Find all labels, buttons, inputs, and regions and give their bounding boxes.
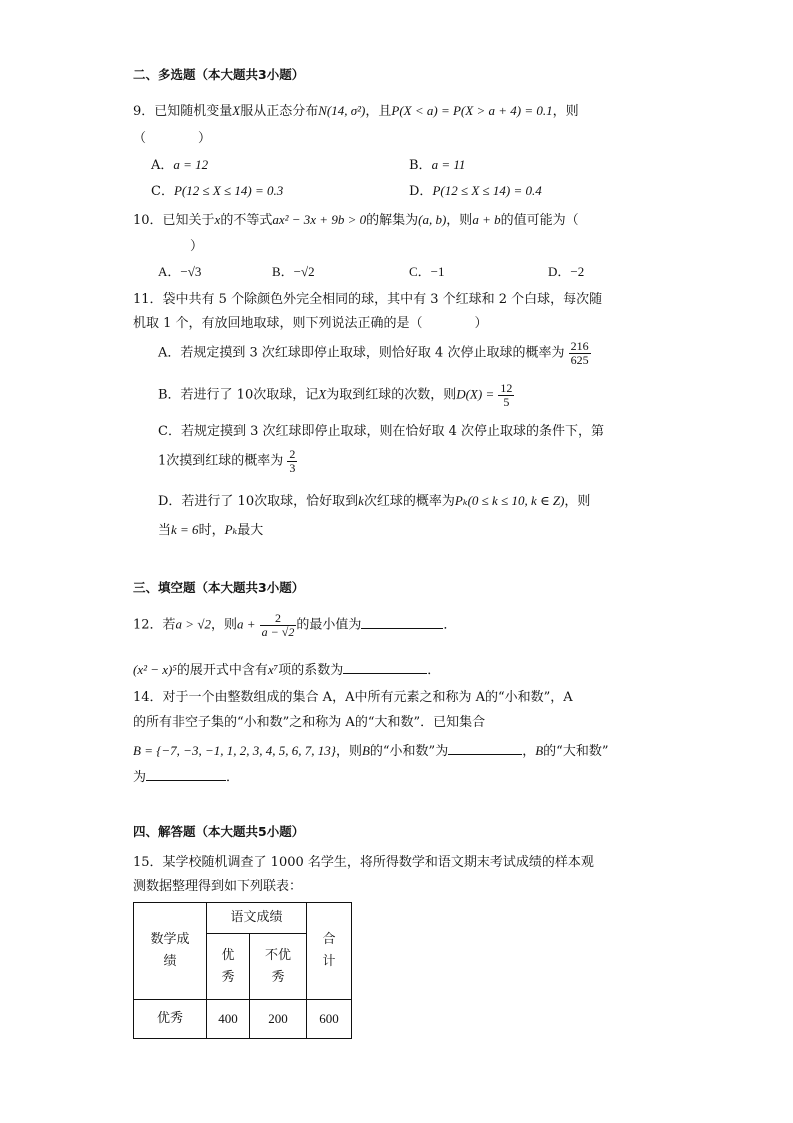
q9-variable: X xyxy=(232,103,241,118)
cell-line: 优 xyxy=(221,947,235,963)
answer-blank[interactable] xyxy=(448,741,522,755)
q10-inequality: ax² − 3x + 9b > 0 xyxy=(272,212,367,227)
section-heading-problem-solving: 四、解答题（本大题共5小题） xyxy=(133,824,305,839)
q14-text: ，则 xyxy=(335,744,362,759)
q14-set-name: B xyxy=(361,743,370,758)
q14-set: B = {−7, −3, −1, 1, 2, 3, 4, 5, 6, 7, 13} xyxy=(133,743,336,758)
cell-line: 计 xyxy=(322,954,336,969)
header-not-excellent xyxy=(250,934,307,1000)
fraction-numerator: 2 xyxy=(260,612,297,626)
q11-option-d-text: D．若进行了 10次取球，恰好取到 xyxy=(158,494,359,509)
q11-option-d-text: 次红球的概率为 xyxy=(363,494,455,509)
q11-option-d-line-1 xyxy=(158,493,590,510)
q9-text: ，则 xyxy=(552,104,579,119)
question-10-stem xyxy=(133,212,579,229)
q11-option-d-text: ，则 xyxy=(564,494,591,509)
q11-option-b-text: 为取到红球的次数，则 xyxy=(326,387,457,403)
q9-option-b-label: B． xyxy=(409,158,432,173)
q9-condition: P(X < a) = P(X > a + 4) = 0.1 xyxy=(391,103,553,118)
q13-expression: (x² − x)⁵ xyxy=(133,662,177,677)
q11-option-a xyxy=(158,340,591,366)
q11-option-c-line-2 xyxy=(158,448,297,474)
contingency-table xyxy=(133,902,352,1039)
q9-option-a xyxy=(151,157,208,174)
q9-option-d-text: P(12 ≤ X ≤ 14) = 0.4 xyxy=(432,183,542,198)
q14-text: 的“小和数”为 xyxy=(369,744,449,759)
q14-set-name: B xyxy=(535,743,544,758)
cell-line: 秀 xyxy=(221,969,235,985)
q11-probability: Pₖ(0 ≤ k ≤ 10, k ∈ Z) xyxy=(454,493,565,508)
q12-fraction xyxy=(260,612,297,638)
header-math-score xyxy=(134,903,207,1000)
q9-answer-paren: （ ） xyxy=(133,131,212,146)
q11-variable: k xyxy=(358,493,364,508)
table-cell: 400 xyxy=(207,1000,250,1039)
question-15-line-2: 测数据整理得到如下列联表： xyxy=(133,879,303,894)
q11-option-c-fraction xyxy=(287,448,297,474)
cell-line: 数学成 xyxy=(150,932,190,947)
header-total xyxy=(307,903,352,1000)
cell-line: 绩 xyxy=(163,954,177,969)
q9-distribution: N(14, σ²) xyxy=(318,103,366,118)
q9-text: 9．已知随机变量 xyxy=(133,104,233,119)
q9-option-c-text: P(12 ≤ X ≤ 14) = 0.3 xyxy=(173,183,284,198)
question-14-line-1: 14．对于一个由整数组成的集合 A，A中所有元素之和称为 A的“小和数”，A xyxy=(133,690,573,705)
section-heading-multiple-choice: 二、多选题（本大题共3小题） xyxy=(133,67,305,82)
q9-text: 服从正态分布 xyxy=(240,104,319,119)
q12-text: 12．若 xyxy=(133,617,176,633)
q9-option-d-label: D． xyxy=(409,184,433,199)
header-excellent xyxy=(207,934,250,1000)
fraction-numerator: 12 xyxy=(500,381,513,395)
q10-text: 的解集为 xyxy=(366,213,419,228)
question-13 xyxy=(133,660,440,679)
cell-line: 秀 xyxy=(271,969,285,985)
q10-text: 10．已知关于 xyxy=(133,213,215,228)
q10-option-c: C．−1 xyxy=(409,264,445,279)
q9-option-d xyxy=(409,183,542,200)
q13-text: 项的系数为 xyxy=(278,663,344,678)
q14-text: 为 xyxy=(133,770,147,785)
q11-option-a-fraction xyxy=(569,340,591,366)
section-heading-fill-in: 三、填空题（本大题共3小题） xyxy=(133,580,305,595)
q9-option-a-label: A． xyxy=(151,158,174,173)
answer-blank[interactable] xyxy=(343,660,427,674)
q9-option-b-text: a = 11 xyxy=(431,157,466,172)
q14-text: ． xyxy=(226,770,240,785)
fraction-denominator: 5 xyxy=(503,394,510,409)
q10-solution-set: (a, b) xyxy=(418,212,447,227)
question-14-line-2: 的所有非空子集的“小和数”之和称为 A的“大和数”．已知集合 xyxy=(133,715,486,730)
question-9-stem xyxy=(133,103,579,120)
row-label: 优秀 xyxy=(134,1000,207,1039)
q10-option-a: A．−√3 xyxy=(158,264,202,279)
answer-blank[interactable] xyxy=(361,615,443,629)
header-chinese-score: 语文成绩 xyxy=(207,903,307,934)
q12-expression: a + xyxy=(236,616,256,632)
table-row xyxy=(134,1000,352,1039)
question-12 xyxy=(133,612,456,638)
q11-option-a-text: A．若规定摸到 3 次红球即停止取球，则恰好取 4 次停止取球的概率为 xyxy=(158,345,565,361)
q11-condition: k = 6 xyxy=(171,522,199,537)
fraction-denominator: 625 xyxy=(570,352,589,367)
q10-option-b: B．−√2 xyxy=(272,264,315,279)
q12-text: ． xyxy=(443,617,457,633)
q13-text: ． xyxy=(427,663,441,678)
q11-option-d-text: 时， xyxy=(198,523,225,538)
q13-term: x⁷ xyxy=(267,662,279,677)
q10-text: 的不等式 xyxy=(220,213,273,228)
q13-text: 的展开式中含有 xyxy=(176,663,268,678)
cell-line: 合 xyxy=(322,932,336,947)
q10-variable: x xyxy=(214,212,221,227)
q9-text: ，且 xyxy=(365,104,392,119)
q9-option-a-text: a = 12 xyxy=(173,157,209,172)
q11-option-c-text: 1次摸到红球的概率为 xyxy=(158,453,284,469)
q10-answer-paren: ） xyxy=(190,239,204,254)
fraction-denominator: a − √2 xyxy=(261,624,295,639)
fraction-denominator: 3 xyxy=(289,460,296,475)
q14-text: ， xyxy=(522,744,536,759)
q11-option-b-text: B．若进行了 10次取球，记 xyxy=(158,387,319,403)
fraction-numerator: 2 xyxy=(289,447,296,461)
q14-text: 的“大和数” xyxy=(543,744,609,759)
q11-option-c-line-1: C．若规定摸到 3 次红球即停止取球，则在恰好取 4 次停止取球的条件下，第 xyxy=(158,424,605,439)
q9-option-c xyxy=(151,183,283,200)
q9-option-b xyxy=(409,157,465,174)
question-11-line-1: 11．袋中共有 5 个除颜色外完全相同的球，其中有 3 个红球和 2 个白球，每次随 xyxy=(133,292,603,307)
question-14-line-4 xyxy=(133,767,239,786)
question-15-line-1: 15．某学校随机调查了 1000 名学生，将所得数学和语文期末考试成绩的样本观 xyxy=(133,855,594,870)
q10-text: 的值可能为（ xyxy=(500,213,579,228)
q10-sum: a + b xyxy=(472,212,501,227)
question-14-line-3 xyxy=(133,741,608,760)
table-cell: 200 xyxy=(250,1000,307,1039)
q10-text: ，则 xyxy=(446,213,473,228)
q11-probability: Pₖ xyxy=(224,522,238,537)
q9-option-c-label: C． xyxy=(151,184,174,199)
question-11-line-2: 机取 1 个，有放回地取球，则下列说法正确的是（ ） xyxy=(133,316,488,331)
q11-variance: D(X) = xyxy=(456,386,495,402)
q11-variable: X xyxy=(318,386,327,402)
q12-condition: a > √2 xyxy=(175,616,211,632)
answer-blank[interactable] xyxy=(146,767,226,781)
q11-option-d-text: 最大 xyxy=(237,523,264,538)
q12-text: 的最小值为 xyxy=(296,617,362,633)
q11-option-d-line-2 xyxy=(158,522,263,539)
q12-text: ，则 xyxy=(210,617,237,633)
table-cell: 600 xyxy=(307,1000,352,1039)
q11-option-b-fraction xyxy=(498,382,514,408)
q10-option-d: D．−2 xyxy=(548,264,585,279)
fraction-numerator: 216 xyxy=(570,339,589,353)
cell-line: 不优 xyxy=(264,947,291,963)
q11-option-d-text: 当 xyxy=(158,523,172,538)
q11-option-b xyxy=(158,382,514,408)
